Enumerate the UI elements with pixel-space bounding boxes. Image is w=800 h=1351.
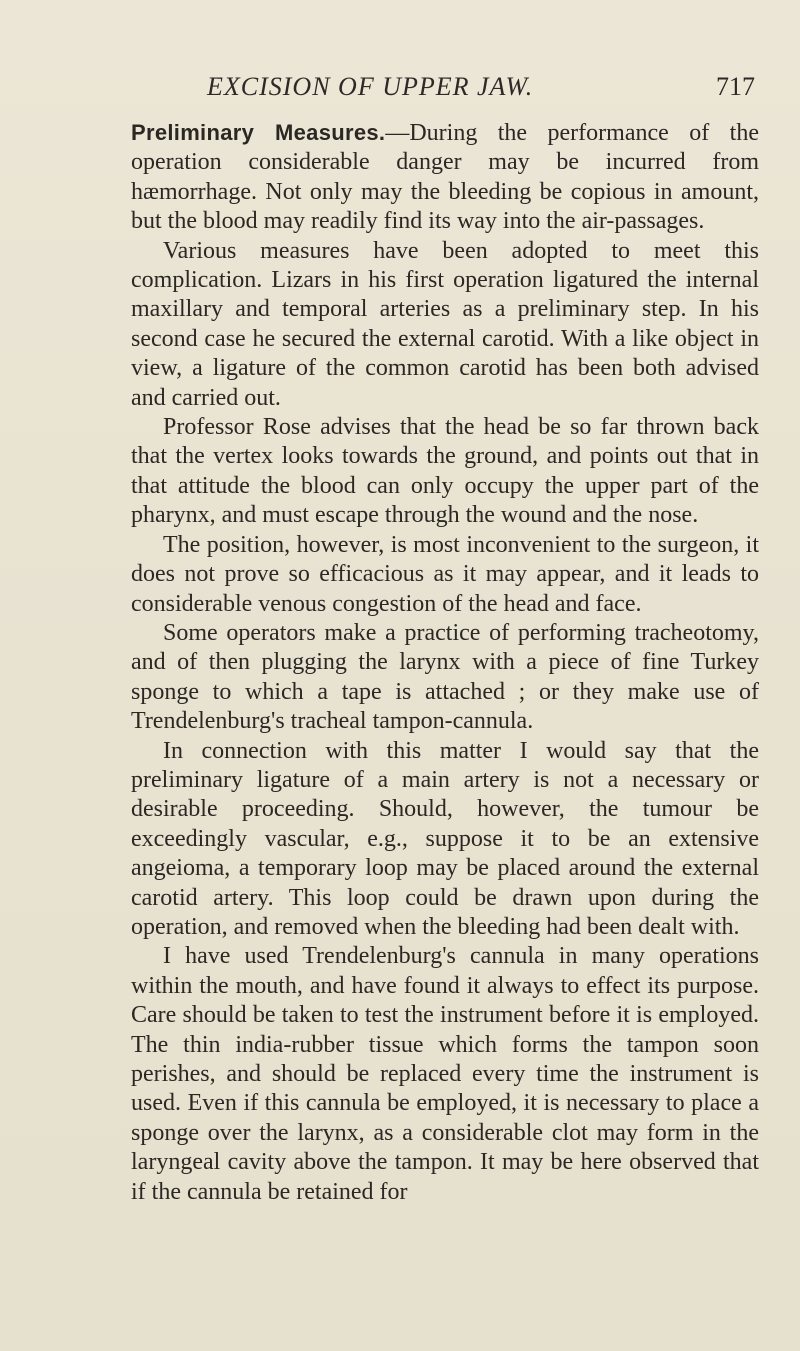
page-header (195, 72, 755, 108)
paragraph-3: Professor Rose advises that the head be so far thrown back that the vertex looks towards the ground, and points out that in that attitude the blood can only occupy the upper part of the pharynx, and must escape through the wound and the nose. (131, 414, 759, 529)
section-heading: Preliminary Measures. (131, 120, 386, 145)
paragraph-7: I have used Trendelenburg's cannula in many operations within the mouth, and have found it always to effect its purpose. Care should be taken to test the instrument before it is employed. The thin india-rubber tissue which forms the tampon soon perishes, and should be replaced every time the instrument is used. Even if this cannula be employed, it is necessary to place a sponge over the larynx, as a considerable clot may form in the laryngeal cavity above the tampon. It may be here observed that if the cannula be retained for (131, 943, 759, 1205)
page-number: 717 (716, 72, 755, 101)
paragraph-6: In connection with this matter I would say that the preliminary ligature of a main artery is not a necessary or desirable proceeding. Should, however, the tumour be exceedingly vascular, e.g., suppose it to be an extensive angeioma, a temporary loop may be placed around the external carotid artery. This loop could be drawn upon during the operation, and removed when the bleeding had been dealt with. (131, 737, 759, 940)
body-text (131, 118, 759, 1207)
paragraph-2: Various measures have been adopted to meet this complication. Lizars in his first operation ligatured the internal maxillary and temporal arteries as a preliminary step. In his second case he secured the external carotid. With a like object in view, a ligature of the common carotid has been both advised and carried out. (131, 237, 759, 411)
paragraph-1 (131, 118, 759, 237)
paragraph-text: —During the performance of the operation considerable danger may be incurred from hæmorrhage. Not only may the bleeding be copious in amount, but the blood may readily find its way into the air-passages. (131, 120, 759, 235)
paragraph-4: The position, however, is most inconvenient to the surgeon, it does not prove so efficacious as it may appear, and it leads to considerable venous congestion of the head and face. (131, 531, 759, 617)
running-head: EXCISION OF UPPER JAW. (207, 72, 534, 101)
paragraph-5: Some operators make a practice of performing tracheotomy, and of then plugging the larynx with a piece of fine Turkey sponge to which a tape is attached ; or they make use of Trendelenburg's tracheal tampon-cannula. (131, 619, 759, 735)
